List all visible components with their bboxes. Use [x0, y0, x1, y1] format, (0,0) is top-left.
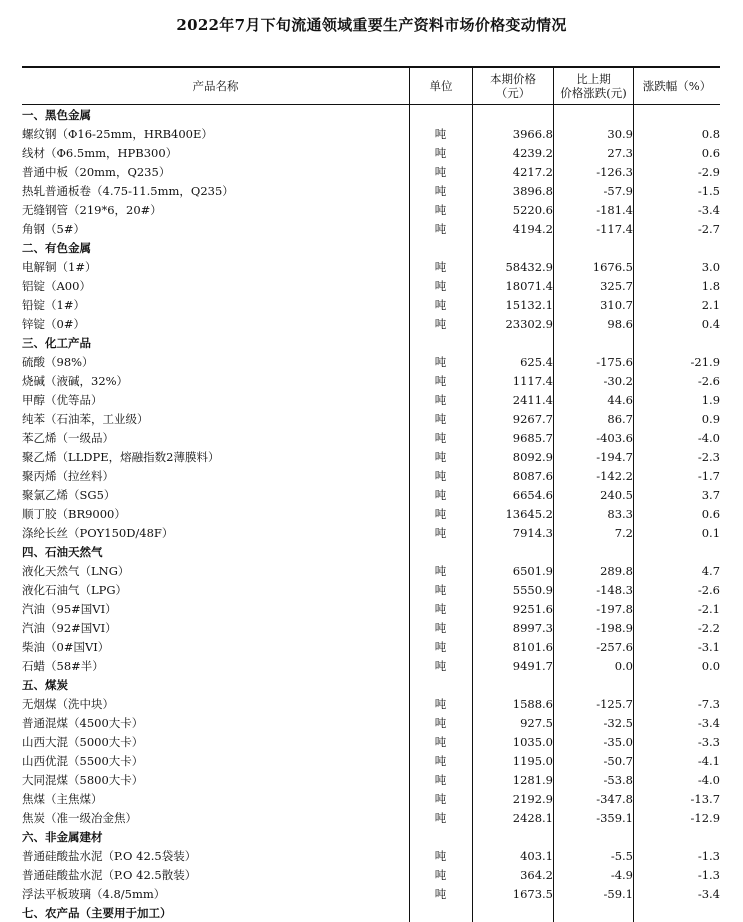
current-price: 5550.9	[512, 582, 553, 597]
price-change: -347.8	[596, 791, 633, 806]
unit-cell: 吨	[434, 221, 447, 236]
product-name: 铝锭（A00）	[22, 278, 91, 293]
unit-cell: 吨	[434, 772, 447, 787]
table-row	[22, 485, 720, 504]
product-name: 锌锭（0#）	[22, 316, 85, 331]
unit-cell: 吨	[434, 259, 447, 274]
change-percent: -21.9	[690, 354, 721, 369]
current-price: 3896.8	[512, 183, 553, 198]
category-row	[22, 238, 720, 257]
price-change: 325.7	[600, 278, 633, 293]
current-price: 5220.6	[512, 202, 553, 217]
current-price: 1673.5	[512, 886, 553, 901]
current-price: 8092.9	[512, 449, 553, 464]
change-percent: 0.9	[701, 411, 721, 426]
price-change: -257.6	[596, 639, 633, 654]
change-percent: -7.3	[697, 696, 721, 711]
table-row	[22, 428, 720, 447]
change-percent: -1.5	[697, 183, 721, 198]
table-row	[22, 409, 720, 428]
current-price: 9685.7	[512, 430, 553, 445]
unit-cell: 吨	[434, 449, 447, 464]
table-row	[22, 200, 720, 219]
table-row	[22, 143, 720, 162]
table-row	[22, 732, 720, 751]
current-price: 625.4	[520, 354, 553, 369]
unit-cell: 吨	[434, 734, 447, 749]
unit-cell: 吨	[434, 563, 447, 578]
table-row	[22, 219, 720, 238]
product-name: 顺丁胶（BR9000）	[22, 506, 126, 521]
unit-cell: 吨	[434, 582, 447, 597]
table-row	[22, 466, 720, 485]
change-percent: -13.7	[690, 791, 721, 806]
current-price: 9267.7	[512, 411, 553, 426]
current-price: 1035.0	[512, 734, 553, 749]
change-percent: -4.0	[697, 430, 721, 445]
current-price: 3966.8	[512, 126, 553, 141]
change-percent: 1.9	[701, 392, 721, 407]
change-percent: -4.0	[697, 772, 721, 787]
unit-cell: 吨	[434, 810, 447, 825]
product-name: 苯乙烯（一级品）	[22, 430, 114, 445]
header-change-percent: 涨跌幅（%）	[642, 79, 712, 93]
change-percent: 0.0	[701, 658, 721, 673]
price-change: -53.8	[603, 772, 633, 787]
table-row	[22, 447, 720, 466]
price-change: -197.8	[596, 601, 633, 616]
product-name: 普通中板（20mm，Q235）	[22, 164, 171, 179]
price-change: -35.0	[603, 734, 633, 749]
price-change: -57.9	[603, 183, 633, 198]
current-price: 1117.4	[512, 373, 553, 388]
unit-cell: 吨	[434, 506, 447, 521]
product-name: 聚乙烯（LLDPE，熔融指数2薄膜料）	[22, 449, 220, 464]
unit-cell: 吨	[434, 316, 447, 331]
price-change: -125.7	[596, 696, 633, 711]
current-price: 23302.9	[505, 316, 553, 331]
current-price: 2428.1	[512, 810, 553, 825]
unit-cell: 吨	[434, 354, 447, 369]
change-percent: -2.1	[697, 601, 721, 616]
unit-cell: 吨	[434, 753, 447, 768]
category-row	[22, 105, 720, 124]
change-percent: -3.4	[697, 202, 721, 217]
current-price: 1588.6	[512, 696, 553, 711]
price-change: -4.9	[610, 867, 633, 882]
change-percent: 0.6	[701, 145, 721, 160]
change-percent: 2.1	[701, 297, 721, 312]
current-price: 364.2	[520, 867, 553, 882]
table-row	[22, 808, 720, 827]
change-percent: 3.7	[701, 487, 721, 502]
change-percent: -12.9	[690, 810, 721, 825]
table-row	[22, 276, 720, 295]
category-label: 六、非金属建材	[22, 829, 103, 844]
unit-cell: 吨	[434, 886, 447, 901]
current-price: 8101.6	[512, 639, 553, 654]
unit-cell: 吨	[434, 392, 447, 407]
table-row	[22, 865, 720, 884]
current-price: 2192.9	[512, 791, 553, 806]
header-current-price-line1: 本期价格	[490, 72, 536, 86]
product-name: 浮法平板玻璃（4.8/5mm）	[22, 886, 166, 901]
change-percent: 0.4	[701, 316, 721, 331]
current-price: 2411.4	[512, 392, 553, 407]
product-name: 铅锭（1#）	[22, 297, 85, 312]
current-price: 403.1	[520, 848, 553, 863]
price-change: -175.6	[596, 354, 633, 369]
price-change: 1676.5	[592, 259, 633, 274]
product-name: 焦煤（主焦煤）	[22, 791, 103, 806]
header-current-price-line2: （元）	[495, 86, 531, 100]
table-row	[22, 314, 720, 333]
unit-cell: 吨	[434, 126, 447, 141]
unit-cell: 吨	[434, 658, 447, 673]
product-name: 角钢（5#）	[22, 221, 85, 236]
change-percent: -4.1	[697, 753, 721, 768]
price-change: -198.9	[596, 620, 633, 635]
unit-cell: 吨	[434, 696, 447, 711]
header-price-change	[554, 68, 633, 104]
current-price: 8087.6	[512, 468, 553, 483]
header-current-price	[473, 68, 553, 104]
table-row	[22, 124, 720, 143]
change-percent: 0.8	[701, 126, 721, 141]
category-label: 一、黑色金属	[22, 107, 91, 122]
unit-cell: 吨	[434, 487, 447, 502]
table-row	[22, 371, 720, 390]
price-change: 27.3	[607, 145, 633, 160]
table-row	[22, 884, 720, 903]
change-percent: -3.3	[697, 734, 721, 749]
category-row	[22, 827, 720, 846]
product-name: 热轧普通板卷（4.75-11.5mm，Q235）	[22, 183, 234, 198]
price-change: 240.5	[600, 487, 633, 502]
price-table-body	[22, 105, 720, 922]
change-percent: -3.4	[697, 715, 721, 730]
table-row	[22, 295, 720, 314]
table-row	[22, 181, 720, 200]
table-row	[22, 580, 720, 599]
unit-cell: 吨	[434, 373, 447, 388]
price-change: -359.1	[596, 810, 633, 825]
price-change: -5.5	[610, 848, 633, 863]
unit-cell: 吨	[434, 411, 447, 426]
change-percent: 0.1	[701, 525, 721, 540]
price-change: -117.4	[596, 221, 633, 236]
table-row	[22, 846, 720, 865]
product-name: 液化天然气（LNG）	[22, 563, 130, 578]
product-name: 汽油（95#国VI）	[22, 601, 117, 616]
table-row	[22, 770, 720, 789]
price-change: 310.7	[600, 297, 633, 312]
change-percent: -2.6	[697, 582, 721, 597]
product-name: 烧碱（液碱，32%）	[22, 373, 129, 388]
change-percent: -3.4	[697, 886, 721, 901]
change-percent: 3.0	[701, 259, 721, 274]
unit-cell: 吨	[434, 639, 447, 654]
price-change: 0.0	[614, 658, 633, 673]
product-name: 普通硅酸盐水泥（P.O 42.5散装）	[22, 867, 197, 882]
table-row	[22, 352, 720, 371]
price-change: 7.2	[614, 525, 633, 540]
table-row	[22, 523, 720, 542]
current-price: 7914.3	[512, 525, 553, 540]
table-row	[22, 257, 720, 276]
price-change: -403.6	[596, 430, 633, 445]
unit-cell: 吨	[434, 202, 447, 217]
unit-cell: 吨	[434, 183, 447, 198]
product-name: 柴油（0#国VI）	[22, 639, 110, 654]
product-name: 山西优混（5500大卡）	[22, 753, 144, 768]
table-row	[22, 656, 720, 675]
change-percent: 0.6	[701, 506, 721, 521]
product-name: 石蜡（58#半）	[22, 658, 104, 673]
change-percent: -2.7	[697, 221, 721, 236]
current-price: 9251.6	[512, 601, 553, 616]
product-name: 普通硅酸盐水泥（P.O 42.5袋装）	[22, 848, 197, 863]
header-product-name: 产品名称	[192, 79, 239, 93]
product-name: 山西大混（5000大卡）	[22, 734, 144, 749]
current-price: 1281.9	[512, 772, 553, 787]
table-row	[22, 713, 720, 732]
current-price: 927.5	[520, 715, 553, 730]
category-row	[22, 903, 720, 922]
current-price: 6654.6	[512, 487, 553, 502]
product-name: 聚氯乙烯（SG5）	[22, 487, 116, 502]
current-price: 15132.1	[505, 297, 553, 312]
product-name: 无烟煤（洗中块）	[22, 696, 114, 711]
price-change: 44.6	[607, 392, 633, 407]
table-row	[22, 599, 720, 618]
change-percent: -2.6	[697, 373, 721, 388]
unit-cell: 吨	[434, 145, 447, 160]
unit-cell: 吨	[434, 867, 447, 882]
unit-cell: 吨	[434, 791, 447, 806]
change-percent: -1.7	[697, 468, 721, 483]
header-price-change-line2: 价格涨跌(元)	[560, 86, 627, 100]
product-name: 甲醇（优等品）	[22, 392, 103, 407]
category-row	[22, 675, 720, 694]
price-change: 30.9	[607, 126, 633, 141]
current-price: 9491.7	[512, 658, 553, 673]
product-name: 大同混煤（5800大卡）	[22, 772, 144, 787]
unit-cell: 吨	[434, 525, 447, 540]
change-percent: -2.9	[697, 164, 721, 179]
price-change: -126.3	[596, 164, 633, 179]
category-label: 三、化工产品	[22, 335, 91, 350]
table-row	[22, 618, 720, 637]
table-row	[22, 637, 720, 656]
category-label: 七、农产品（主要用于加工）	[22, 905, 172, 920]
unit-cell: 吨	[434, 430, 447, 445]
unit-cell: 吨	[434, 278, 447, 293]
category-row	[22, 333, 720, 352]
header-unit: 单位	[429, 79, 453, 93]
product-name: 涤纶长丝（POY150D/48F）	[22, 525, 174, 540]
change-percent: 4.7	[701, 563, 721, 578]
change-percent: -1.3	[697, 848, 721, 863]
page-title: 2022年7月下旬流通领域重要生产资料市场价格变动情况	[176, 16, 567, 34]
price-change: -50.7	[603, 753, 633, 768]
price-change: -181.4	[596, 202, 633, 217]
price-change: 98.6	[607, 316, 633, 331]
product-name: 线材（Φ6.5mm，HPB300）	[22, 145, 178, 160]
unit-cell: 吨	[434, 620, 447, 635]
table-row	[22, 162, 720, 181]
change-percent: -1.3	[697, 867, 721, 882]
price-change: -59.1	[603, 886, 633, 901]
product-name: 螺纹钢（Φ16-25mm，HRB400E）	[22, 126, 213, 141]
table-row	[22, 561, 720, 580]
product-name: 焦炭（准一级冶金焦）	[22, 810, 137, 825]
price-change: -148.3	[596, 582, 633, 597]
current-price: 8997.3	[512, 620, 553, 635]
header-price-change-line1: 比上期	[576, 72, 611, 86]
product-name: 普通混煤（4500大卡）	[22, 715, 144, 730]
current-price: 13645.2	[505, 506, 553, 521]
change-percent: -2.3	[697, 449, 721, 464]
product-name: 无缝钢管（219*6，20#）	[22, 202, 162, 217]
unit-cell: 吨	[434, 297, 447, 312]
price-change: 86.7	[607, 411, 633, 426]
product-name: 纯苯（石油苯，工业级）	[22, 411, 149, 426]
price-change: 289.8	[600, 563, 633, 578]
current-price: 18071.4	[505, 278, 553, 293]
product-name: 聚丙烯（拉丝料）	[22, 468, 114, 483]
product-name: 液化石油气（LPG）	[22, 582, 128, 597]
category-label: 二、有色金属	[22, 240, 91, 255]
price-change: 83.3	[607, 506, 633, 521]
product-name: 汽油（92#国VI）	[22, 620, 117, 635]
change-percent: -2.2	[697, 620, 721, 635]
table-row	[22, 789, 720, 808]
table-row	[22, 390, 720, 409]
current-price: 1195.0	[512, 753, 553, 768]
unit-cell: 吨	[434, 715, 447, 730]
change-percent: -3.1	[697, 639, 721, 654]
unit-cell: 吨	[434, 848, 447, 863]
price-change: -30.2	[603, 373, 633, 388]
category-label: 五、煤炭	[22, 677, 68, 692]
price-change: -142.2	[596, 468, 633, 483]
category-label: 四、石油天然气	[22, 544, 103, 559]
price-change: -32.5	[603, 715, 633, 730]
product-name: 电解铜（1#）	[22, 259, 97, 274]
change-percent: 1.8	[701, 278, 721, 293]
product-name: 硫酸（98%）	[22, 354, 94, 369]
price-change: -194.7	[596, 449, 633, 464]
table-row	[22, 694, 720, 713]
table-row	[22, 504, 720, 523]
table-row	[22, 751, 720, 770]
unit-cell: 吨	[434, 468, 447, 483]
unit-cell: 吨	[434, 164, 447, 179]
unit-cell: 吨	[434, 601, 447, 616]
category-row	[22, 542, 720, 561]
price-table	[22, 105, 720, 922]
current-price: 58432.9	[505, 259, 553, 274]
current-price: 4239.2	[512, 145, 553, 160]
current-price: 6501.9	[512, 563, 553, 578]
current-price: 4194.2	[512, 221, 553, 236]
current-price: 4217.2	[512, 164, 553, 179]
